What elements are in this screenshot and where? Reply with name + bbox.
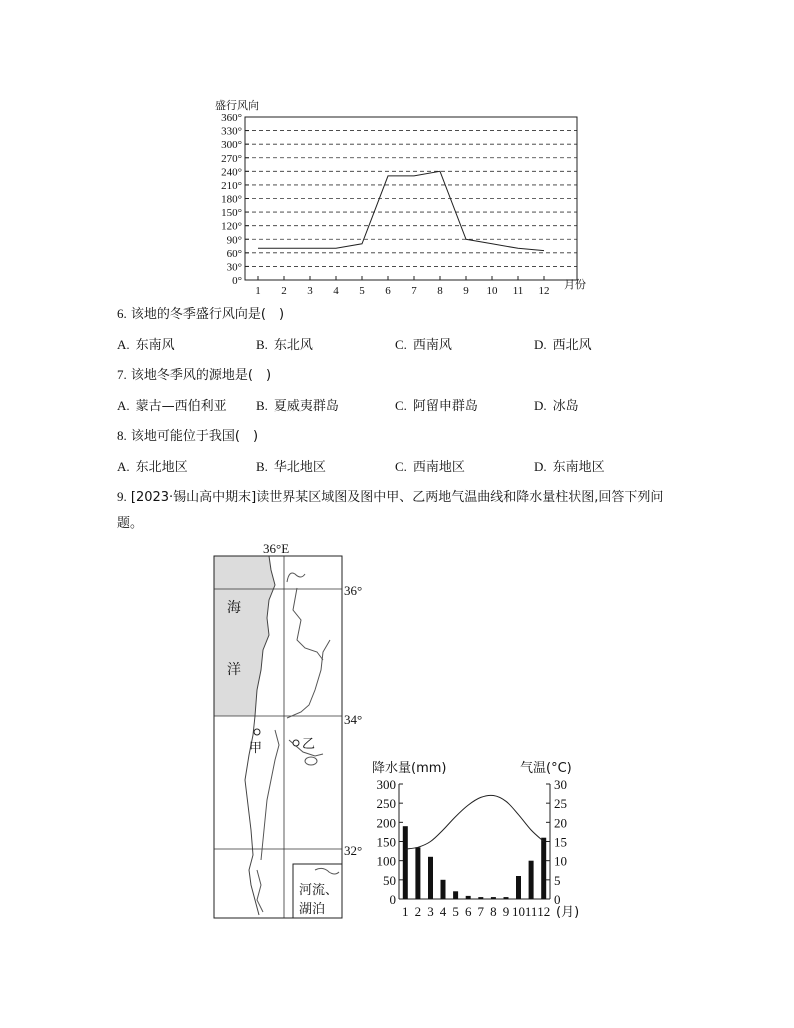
x-tick-label: 8: [437, 285, 443, 295]
legend-label: 湖泊: [299, 902, 326, 917]
y-tick-label: 180°: [221, 193, 242, 206]
region-map: [205, 540, 385, 925]
question-7: [117, 364, 271, 383]
option-text: 西南风: [412, 338, 452, 353]
month-label: 5: [452, 904, 459, 919]
x-tick-label: 9: [463, 285, 469, 295]
x-tick-label: 11: [512, 285, 524, 295]
x-axis-title: 月份: [564, 278, 586, 291]
option-text: 西北风: [552, 338, 592, 353]
option-text: 东北风: [273, 338, 313, 353]
y-tick-label: 210°: [221, 179, 242, 192]
longitude-label: 36°E: [263, 541, 290, 556]
x-tick-label: 4: [333, 285, 339, 295]
x-axis-title: (月): [556, 905, 580, 920]
y-tick-label: 120°: [221, 220, 242, 233]
month-label: 8: [490, 904, 497, 919]
option-key: B.: [256, 459, 268, 474]
question-text: 该地可能位于我国( ): [130, 429, 259, 444]
month-label: 10: [512, 904, 525, 919]
option-text: 阿留申群岛: [412, 399, 478, 414]
question-text: 读世界某区域图及图中甲、乙两地气温曲线和降水量柱状图,回答下列问题。: [117, 490, 664, 531]
climate-chart: [362, 755, 594, 925]
option-c: [395, 395, 478, 414]
question-number: 7.: [117, 367, 127, 382]
left-tick-label: 200: [376, 815, 396, 831]
option-text: 华北地区: [273, 460, 326, 475]
river: [257, 870, 263, 912]
month-labels: [402, 904, 550, 919]
precipitation-bar: [529, 861, 534, 899]
option-b: [256, 456, 326, 475]
option-key: C.: [395, 459, 407, 474]
place-label-b: 乙: [302, 737, 316, 752]
river: [293, 588, 323, 660]
place-marker-a: [254, 729, 260, 735]
month-label: 11: [524, 904, 538, 919]
y-tick-label: 0°: [232, 275, 242, 287]
question-text: 该地冬季风的源地是( ): [130, 368, 272, 383]
right-tick-label: 5: [554, 872, 561, 888]
legend-label: 河流、: [299, 883, 339, 898]
right-axis-title: 气温(°C): [520, 761, 572, 776]
question-6: [117, 303, 284, 322]
option-a: [117, 334, 175, 353]
question-text: 该地的冬季盛行风向是( ): [130, 307, 285, 322]
sea-area: [214, 556, 275, 716]
month-label: 3: [427, 904, 434, 919]
river: [287, 640, 330, 718]
question-9: [117, 484, 687, 537]
option-d: [534, 334, 592, 353]
question-number: 9.: [117, 489, 127, 504]
latitude-label: 32°: [344, 843, 363, 858]
option-key: C.: [395, 337, 407, 352]
option-a: [117, 395, 227, 414]
precipitation-bar: [415, 847, 420, 899]
option-text: 冰岛: [552, 399, 579, 414]
month-label: 2: [414, 904, 422, 919]
option-text: 东南风: [135, 338, 175, 353]
x-tick-label: 10: [486, 285, 498, 295]
option-key: B.: [256, 337, 268, 352]
option-a: [117, 456, 188, 475]
y-tick-label: 270°: [221, 152, 242, 165]
right-ticks: [546, 777, 567, 907]
option-text: 蒙古—西伯利亚: [135, 399, 227, 414]
precipitation-bars: [403, 826, 546, 899]
option-text: 夏威夷群岛: [273, 399, 339, 414]
left-tick-label: 150: [376, 834, 396, 850]
x-tick-label: 6: [385, 285, 391, 295]
wind-direction-chart: [205, 95, 595, 295]
right-tick-label: 30: [554, 777, 567, 792]
precipitation-bar: [491, 897, 496, 899]
y-tick-label: 150°: [221, 207, 242, 220]
precipitation-bar: [428, 857, 433, 899]
x-tick-label: 12: [538, 285, 550, 295]
option-c: [395, 456, 465, 475]
wind-direction-line: [258, 171, 544, 250]
right-tick-label: 10: [554, 853, 567, 869]
option-c: [395, 334, 452, 353]
option-d: [534, 395, 579, 414]
y-tick-label: 90°: [226, 234, 242, 247]
option-key: B.: [256, 398, 268, 413]
question-number: 6.: [117, 306, 127, 321]
place-label-a: 甲: [249, 741, 263, 756]
precipitation-bar: [478, 897, 483, 899]
river: [287, 573, 305, 582]
question-source: [2023·锡山高中期末]: [130, 490, 257, 505]
month-label: 7: [477, 904, 485, 919]
precipitation-bar: [541, 838, 546, 899]
lake: [305, 757, 317, 765]
option-key: D.: [534, 337, 547, 352]
temperature-curve: [405, 795, 543, 849]
option-key: A.: [117, 398, 130, 413]
x-tick-label: 2: [281, 285, 287, 295]
precipitation-bar: [516, 876, 521, 899]
y-axis-title: 盛行风向: [215, 99, 259, 112]
latitude-label: 36°: [344, 583, 363, 598]
month-label: 12: [537, 904, 551, 919]
right-tick-label: 20: [554, 815, 567, 831]
sea-label: 海: [227, 600, 241, 616]
left-tick-label: 100: [376, 853, 396, 869]
month-label: 1: [402, 904, 409, 919]
option-key: D.: [534, 459, 547, 474]
y-tick-label: 300°: [221, 139, 242, 152]
right-tick-label: 0: [554, 892, 561, 907]
chart-grid: [245, 131, 577, 267]
place-marker-b: [293, 740, 299, 746]
precipitation-bar: [504, 897, 509, 899]
x-tick-label: 3: [307, 285, 313, 295]
x-ticks: [255, 276, 549, 295]
y-tick-label: 30°: [226, 261, 242, 274]
latitude-label: 34°: [344, 712, 363, 727]
y-tick-label: 60°: [226, 247, 242, 260]
x-tick-label: 7: [411, 285, 417, 295]
precipitation-bar: [441, 880, 446, 899]
y-tick-label: 360°: [221, 112, 242, 124]
option-d: [534, 456, 605, 475]
option-b: [256, 395, 339, 414]
right-tick-label: 25: [554, 796, 567, 812]
option-text: 东南地区: [552, 460, 605, 475]
precipitation-bar: [453, 891, 458, 899]
option-key: D.: [534, 398, 547, 413]
option-text: 东北地区: [135, 460, 188, 475]
option-text: 西南地区: [412, 460, 465, 475]
x-tick-label: 5: [359, 285, 365, 295]
left-tick-label: 50: [383, 872, 396, 888]
option-key: C.: [395, 398, 407, 413]
right-tick-label: 15: [554, 834, 567, 850]
x-tick-label: 1: [255, 285, 261, 295]
month-label: 4: [439, 904, 447, 919]
sea-label: 洋: [227, 662, 241, 678]
left-tick-label: 300: [376, 777, 396, 792]
y-tick-label: 240°: [221, 166, 242, 179]
question-8: [117, 425, 258, 444]
month-label: 9: [502, 904, 510, 919]
month-label: 6: [464, 904, 472, 919]
precipitation-bar: [403, 826, 408, 899]
river: [261, 730, 279, 860]
option-key: A.: [117, 459, 130, 474]
option-b: [256, 334, 313, 353]
y-tick-label: 330°: [221, 125, 242, 138]
option-key: A.: [117, 337, 130, 352]
left-axis-title: 降水量(mm): [372, 761, 447, 776]
question-number: 8.: [117, 428, 127, 443]
left-tick-label: 0: [389, 892, 396, 907]
precipitation-bar: [466, 896, 471, 899]
left-tick-label: 250: [376, 796, 396, 812]
